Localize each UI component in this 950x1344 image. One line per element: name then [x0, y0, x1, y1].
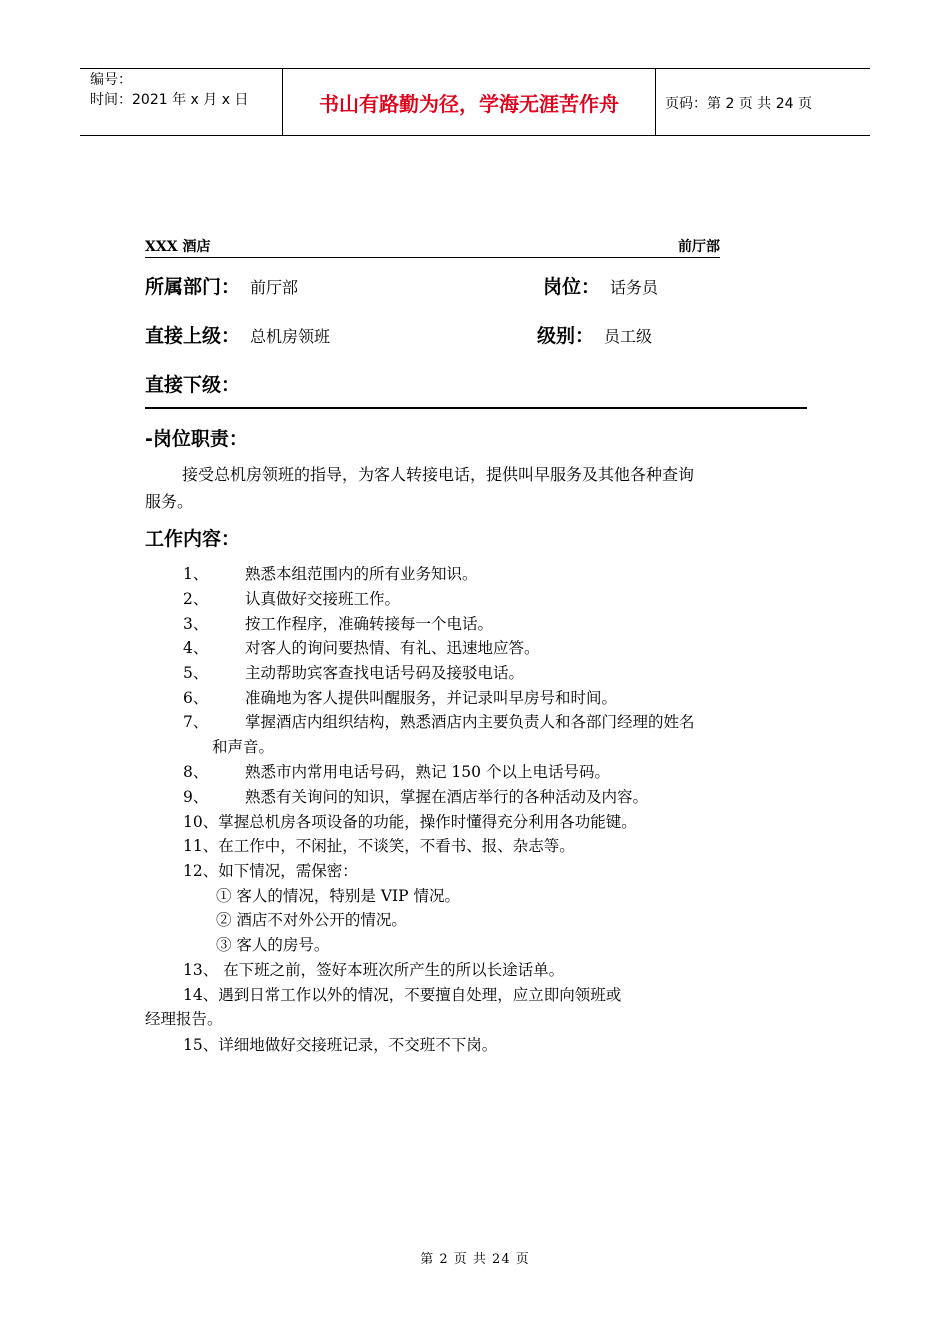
dept-label: 所属部门：: [145, 276, 241, 298]
level-value: 员工级: [604, 327, 653, 346]
hotel-dept: 前厅部: [678, 239, 720, 255]
item-number: 9、: [183, 788, 209, 806]
list-item: [183, 686, 618, 710]
post-label: 岗位：: [543, 276, 601, 298]
item-number: 7、: [183, 713, 209, 731]
superior-value: 总机房领班: [250, 327, 331, 346]
list-item: 13、 在下班之前，签好本班次所产生的所以长途话单。: [183, 961, 565, 979]
item-number: 1、: [183, 565, 209, 583]
item-number: 3、: [183, 615, 209, 633]
list-item: 10、掌握总机房各项设备的功能，操作时懂得充分利用各功能键。: [183, 813, 637, 831]
header-divider-right: [655, 68, 656, 136]
list-item: [183, 612, 494, 636]
hotel-name: XXX 酒店: [145, 239, 211, 255]
list-item: 14、遇到日常工作以外的情况，不要擅自处理，应立即向领班或: [183, 986, 622, 1004]
post-value: 话务员: [610, 278, 659, 297]
header-top-rule: [80, 68, 870, 69]
sub-item: ② 酒店不对外公开的情况。: [216, 911, 407, 929]
item-text: 主动帮助宾客查找电话号码及接驳电话。: [245, 664, 525, 682]
item-text: 按工作程序，准确转接每一个电话。: [245, 615, 494, 633]
item-text: 熟悉市内常用电话号码，熟记 150 个以上电话号码。: [245, 763, 610, 781]
list-item: [183, 760, 610, 784]
dept-value: 前厅部: [250, 278, 299, 297]
number-label: 编号：: [90, 72, 132, 88]
list-item: 15、详细地做好交接班记录，不交班不下岗。: [183, 1036, 498, 1054]
item-text: 熟悉本组范围内的所有业务知识。: [245, 565, 478, 583]
time-label: 时间：2021 年 x 月 x 日: [90, 92, 249, 108]
item-text: 熟悉有关询问的知识，掌握在酒店举行的各种活动及内容。: [245, 788, 649, 806]
subordinate-label: 直接下级：: [145, 374, 241, 396]
superior-field: [145, 321, 330, 348]
post-field: [543, 272, 658, 299]
list-item: [183, 661, 525, 685]
item-text: 掌握酒店内组织结构，熟悉酒店内主要负责人和各部门经理的姓名: [245, 713, 695, 731]
item-text: 准确地为客人提供叫醒服务，并记录叫早房号和时间。: [245, 689, 618, 707]
duty-text-line-1: 接受总机房领班的指导，为客人转接电话，提供叫早服务及其他各种查询: [182, 465, 695, 484]
header-motto: 书山有路勤为径，学海无涯苦作舟: [319, 92, 619, 116]
sub-item: ① 客人的情况，特别是 VIP 情况。: [216, 887, 461, 905]
item-number: 5、: [183, 664, 209, 682]
list-item: 11、在工作中，不闲扯，不谈笑，不看书、报、杂志等。: [183, 837, 575, 855]
dept-field: [145, 272, 298, 299]
hotel-line: [145, 236, 720, 258]
item-number: 8、: [183, 763, 209, 781]
item-number: 6、: [183, 689, 209, 707]
page-footer: 第 2 页 共 24 页: [420, 1252, 530, 1267]
duty-text-line-2: 服务。: [145, 492, 194, 511]
section-divider: [145, 407, 807, 409]
header-bottom-rule: [80, 135, 870, 136]
list-item: [183, 587, 401, 611]
list-item: [183, 710, 695, 734]
work-title: 工作内容：: [145, 528, 241, 550]
list-item-continuation: 经理报告。: [145, 1010, 223, 1028]
header-page-info: 页码：第 2 页 共 24 页: [665, 96, 812, 112]
list-item: [183, 785, 649, 809]
list-item-continuation: 和声音。: [212, 738, 275, 756]
item-text: 认真做好交接班工作。: [245, 590, 401, 608]
level-label: 级别：: [537, 325, 595, 347]
sub-item: ③ 客人的房号。: [216, 936, 330, 954]
item-text: 对客人的询问要热情、有礼、迅速地应答。: [245, 639, 540, 657]
level-field: [537, 321, 652, 348]
item-number: 2、: [183, 590, 209, 608]
item-number: 4、: [183, 639, 209, 657]
list-item: [183, 562, 478, 586]
superior-label: 直接上级：: [145, 325, 241, 347]
duty-title: -岗位职责：: [145, 428, 248, 450]
list-item: [183, 636, 540, 660]
list-item: 12、如下情况，需保密：: [183, 862, 358, 880]
